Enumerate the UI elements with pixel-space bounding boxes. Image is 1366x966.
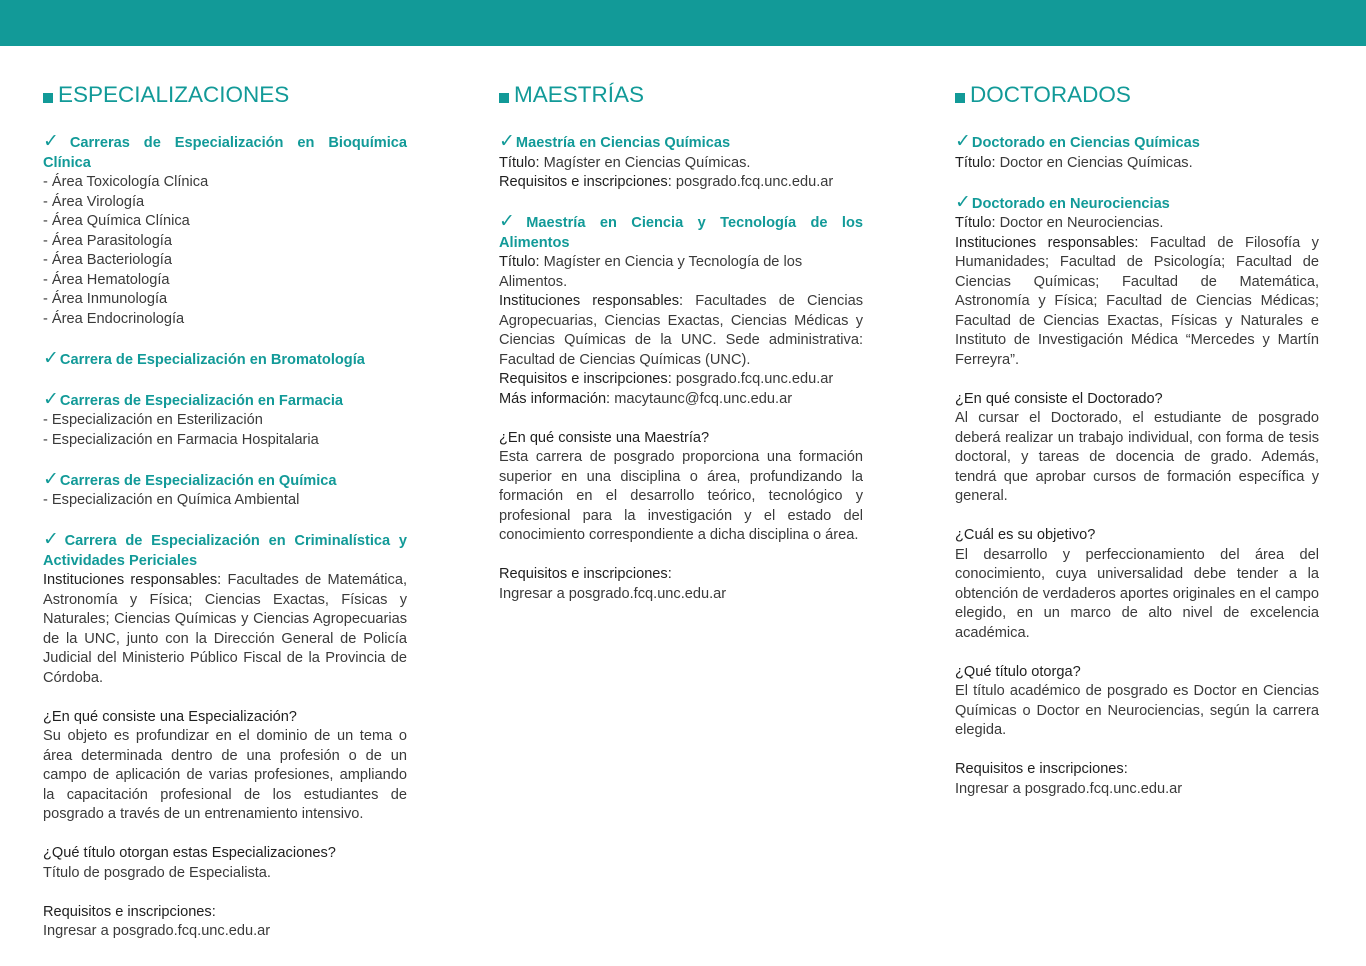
square-bullet-icon bbox=[43, 93, 53, 103]
subheading-doctorado-neurociencias: ✓Doctorado en Neurociencias bbox=[955, 191, 1170, 213]
requisitos-line: Requisitos e inscripciones: posgrado.fcq.unc.edu.ar bbox=[499, 371, 834, 387]
answer-paragraph: Ingresar a posgrado.fcq.unc.edu.ar bbox=[499, 585, 727, 602]
square-bullet-icon bbox=[955, 93, 965, 103]
list-item: - Área Hematología bbox=[43, 271, 170, 288]
list-item: - Área Toxicología Clínica bbox=[43, 174, 209, 190]
list-item: - Área Parasitología bbox=[43, 232, 172, 249]
answer-paragraph: Título de posgrado de Especialista. bbox=[43, 864, 271, 881]
institutions-paragraph: Instituciones responsables: Facultades de Ciencias Agropecuarias, Ciencias Exactas, Ciencias Médicas y Ciencias Químicas de la UNC. Sede administrativa: Facultad de Ciencias Químicas (UNC). bbox=[499, 293, 863, 368]
section-title-maestrias: MAESTRÍAS bbox=[499, 80, 863, 110]
subheading-doctorado-quimicas: ✓Doctorado en Ciencias Químicas bbox=[955, 131, 1200, 152]
question-heading: ¿Qué título otorga? bbox=[955, 663, 1081, 680]
subheading-bioquimica: ✓Carreras de Especialización en Bioquímica Clínica bbox=[43, 131, 408, 171]
titulo-line: Título: Doctor en Ciencias Químicas. bbox=[955, 154, 1193, 171]
question-heading: ¿En qué consiste el Doctorado? bbox=[955, 390, 1163, 407]
list-item: - Especialización en Esterilización bbox=[43, 412, 263, 428]
question-heading: Requisitos e inscripciones: bbox=[43, 903, 216, 920]
column-especializaciones bbox=[43, 80, 407, 942]
subheading-maestria-alimentos: ✓Maestría en Ciencia y Tecnología de los Alimentos bbox=[499, 211, 863, 251]
answer-paragraph: Esta carrera de posgrado proporciona una formación superior en una disciplina o área, profundizando la formación en el desarrollo teórico, tecnológico y profesional para la investigación y el estado del conocimiento correspondiente a dicha disciplina o área. bbox=[499, 449, 863, 543]
square-bullet-icon bbox=[499, 93, 509, 103]
answer-paragraph: El desarrollo y perfeccionamiento del área del conocimiento, cuya universalidad debe tender a la obtención de verdaderos aportes originales en el campo elegido, en un marco de alto nivel de excelencia académica. bbox=[955, 546, 1319, 641]
checkmark-icon: ✓ bbox=[43, 468, 59, 490]
list-item: - Especialización en Farmacia Hospitalaria bbox=[43, 431, 319, 448]
list-item: - Área Virología bbox=[43, 193, 145, 210]
mas-info-line: Más información: macytaunc@fcq.unc.edu.ar bbox=[499, 390, 793, 407]
question-heading: ¿En qué consiste una Maestría? bbox=[499, 429, 710, 446]
titulo-line: Título: Doctor en Neurociencias. bbox=[955, 215, 1164, 231]
subheading-maestria-quimicas: ✓Maestría en Ciencias Químicas bbox=[499, 131, 731, 152]
subheading-quimica: ✓Carreras de Especialización en Química bbox=[43, 468, 337, 490]
checkmark-icon: ✓ bbox=[43, 529, 64, 550]
section-title-especializaciones: ESPECIALIZACIONES bbox=[43, 80, 407, 110]
checkmark-icon: ✓ bbox=[43, 347, 59, 369]
column-maestrias bbox=[499, 80, 863, 604]
question-heading: Requisitos e inscripciones: bbox=[499, 566, 672, 582]
column-doctorados bbox=[955, 80, 1319, 799]
checkmark-icon: ✓ bbox=[499, 211, 526, 232]
top-banner bbox=[0, 0, 1366, 46]
institutions-paragraph: Instituciones responsables: Facultades de Matemática, Astronomía y Física; Ciencias Exactas, Físicas y Naturales; Ciencias Químicas y Ciencias Agropecuarias de la UNC, junto con la Dirección General de Policía Judicial del Ministerio Público Fiscal de la Provincia de Córdoba. bbox=[43, 572, 407, 686]
question-heading: ¿Qué título otorgan estas Especializaciones? bbox=[43, 845, 336, 861]
checkmark-icon: ✓ bbox=[43, 131, 69, 152]
answer-paragraph: Su objeto es profundizar en el dominio de un tema o área determinada dentro de una profesión o de un campo de aplicación de varias profesiones, ampliando la capacitación profesional de los estudiantes de posgrado a través de un entrenamiento intensivo. bbox=[43, 728, 407, 822]
question-heading: ¿En qué consiste una Especialización? bbox=[43, 708, 297, 725]
answer-paragraph: El título académico de posgrado es Doctor en Ciencias Químicas o Doctor en Neurociencias, según la carrera elegida. bbox=[955, 683, 1319, 738]
subheading-bromatologia: ✓Carrera de Especialización en Bromatología bbox=[43, 347, 365, 369]
answer-paragraph: Al cursar el Doctorado, el estudiante de posgrado deberá realizar un trabajo individual, con forma de tesis doctoral, y tareas de docencia de grado. Además, tendrá que aprobar cursos de formación específica y general. bbox=[955, 410, 1319, 504]
checkmark-icon: ✓ bbox=[43, 388, 59, 410]
titulo-line: Título: Magíster en Ciencia y Tecnología de los Alimentos. bbox=[499, 254, 803, 290]
answer-paragraph: Ingresar a posgrado.fcq.unc.edu.ar bbox=[43, 923, 271, 939]
requisitos-line: Requisitos e inscripciones: posgrado.fcq.unc.edu.ar bbox=[499, 174, 834, 190]
list-item: - Área Inmunología bbox=[43, 291, 168, 307]
question-heading: Requisitos e inscripciones: bbox=[955, 761, 1128, 777]
checkmark-icon: ✓ bbox=[955, 191, 971, 213]
subheading-farmacia: ✓Carreras de Especialización en Farmacia bbox=[43, 388, 344, 410]
institutions-paragraph: Instituciones responsables: Facultad de Filosofía y Humanidades; Facultad de Psicología; Facultad de Ciencias Químicas; Facultad de Matemática, Astronomía y Física; Facultad de Ciencias Médicas; Facultad de Ciencias Exactas, Físicas y Naturales e Instituto de Investigación Médica “Mercedes y Martín Ferreyra”. bbox=[955, 234, 1319, 368]
checkmark-icon: ✓ bbox=[499, 131, 515, 152]
titulo-line: Título: Magíster en Ciencias Químicas. bbox=[499, 154, 751, 171]
list-item: - Área Endocrinología bbox=[43, 310, 185, 327]
list-item: - Área Química Clínica bbox=[43, 213, 190, 229]
answer-paragraph: Ingresar a posgrado.fcq.unc.edu.ar bbox=[955, 780, 1183, 797]
checkmark-icon: ✓ bbox=[955, 131, 971, 152]
section-title-doctorados: DOCTORADOS bbox=[955, 80, 1319, 110]
subheading-criminalistica: ✓Carrera de Especialización en Criminalística y Actividades Periciales bbox=[43, 529, 407, 569]
list-item: - Área Bacteriología bbox=[43, 252, 172, 268]
question-heading: ¿Cuál es su objetivo? bbox=[955, 527, 1096, 543]
list-item: - Especialización en Química Ambiental bbox=[43, 492, 300, 508]
